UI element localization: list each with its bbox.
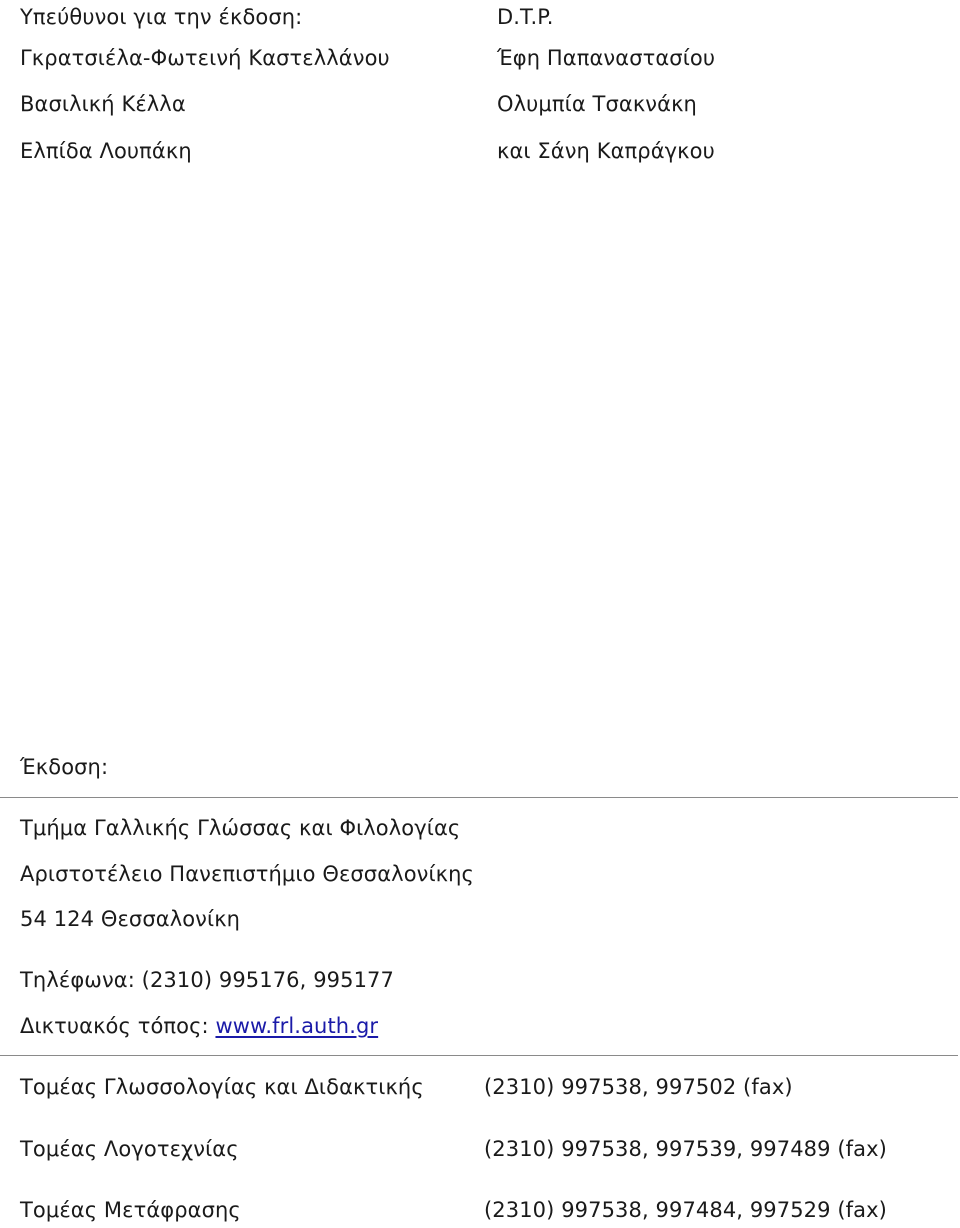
sector-name: Τομέας Λογοτεχνίας xyxy=(20,1137,239,1161)
website-label: Δικτυακός τόπος: xyxy=(20,1014,216,1038)
address: 54 124 Θεσσαλονίκη xyxy=(20,907,241,931)
divider-top xyxy=(0,797,958,798)
editor-name: Ελπίδα Λουπάκη xyxy=(20,139,192,163)
publication-label: Έκδοση: xyxy=(20,755,109,779)
editor-name: Βασιλική Κέλλα xyxy=(20,92,186,116)
sector-phones: (2310) 997538, 997484, 997529 (fax) xyxy=(484,1198,887,1222)
dtp-name: Έφη Παπαναστασίου xyxy=(497,46,716,70)
sector-phones: (2310) 997538, 997502 (fax) xyxy=(484,1075,793,1099)
dtp-label: D.T.P. xyxy=(497,5,554,29)
divider-bottom xyxy=(0,1055,958,1056)
sector-name: Τομέας Μετάφρασης xyxy=(20,1198,241,1222)
sector-name: Τομέας Γλωσσολογίας και Διδακτικής xyxy=(20,1075,424,1099)
university-name: Αριστοτέλειο Πανεπιστήμιο Θεσσαλονίκης xyxy=(20,862,474,886)
department-name: Τμήμα Γαλλικής Γλώσσας και Φιλολογίας xyxy=(20,816,461,840)
dtp-name: και Σάνη Καπράγκου xyxy=(497,139,715,163)
editor-name: Γκρατσιέλα-Φωτεινή Καστελλάνου xyxy=(20,46,390,70)
website-line xyxy=(20,1012,378,1040)
editors-label: Υπεύθυνοι για την έκδοση: xyxy=(20,5,303,29)
phone-numbers: Τηλέφωνα: (2310) 995176, 995177 xyxy=(20,968,394,992)
dtp-name: Ολυμπία Τσακνάκη xyxy=(497,92,697,116)
website-link[interactable]: www.frl.auth.gr xyxy=(215,1014,379,1038)
sector-phones: (2310) 997538, 997539, 997489 (fax) xyxy=(484,1137,887,1161)
